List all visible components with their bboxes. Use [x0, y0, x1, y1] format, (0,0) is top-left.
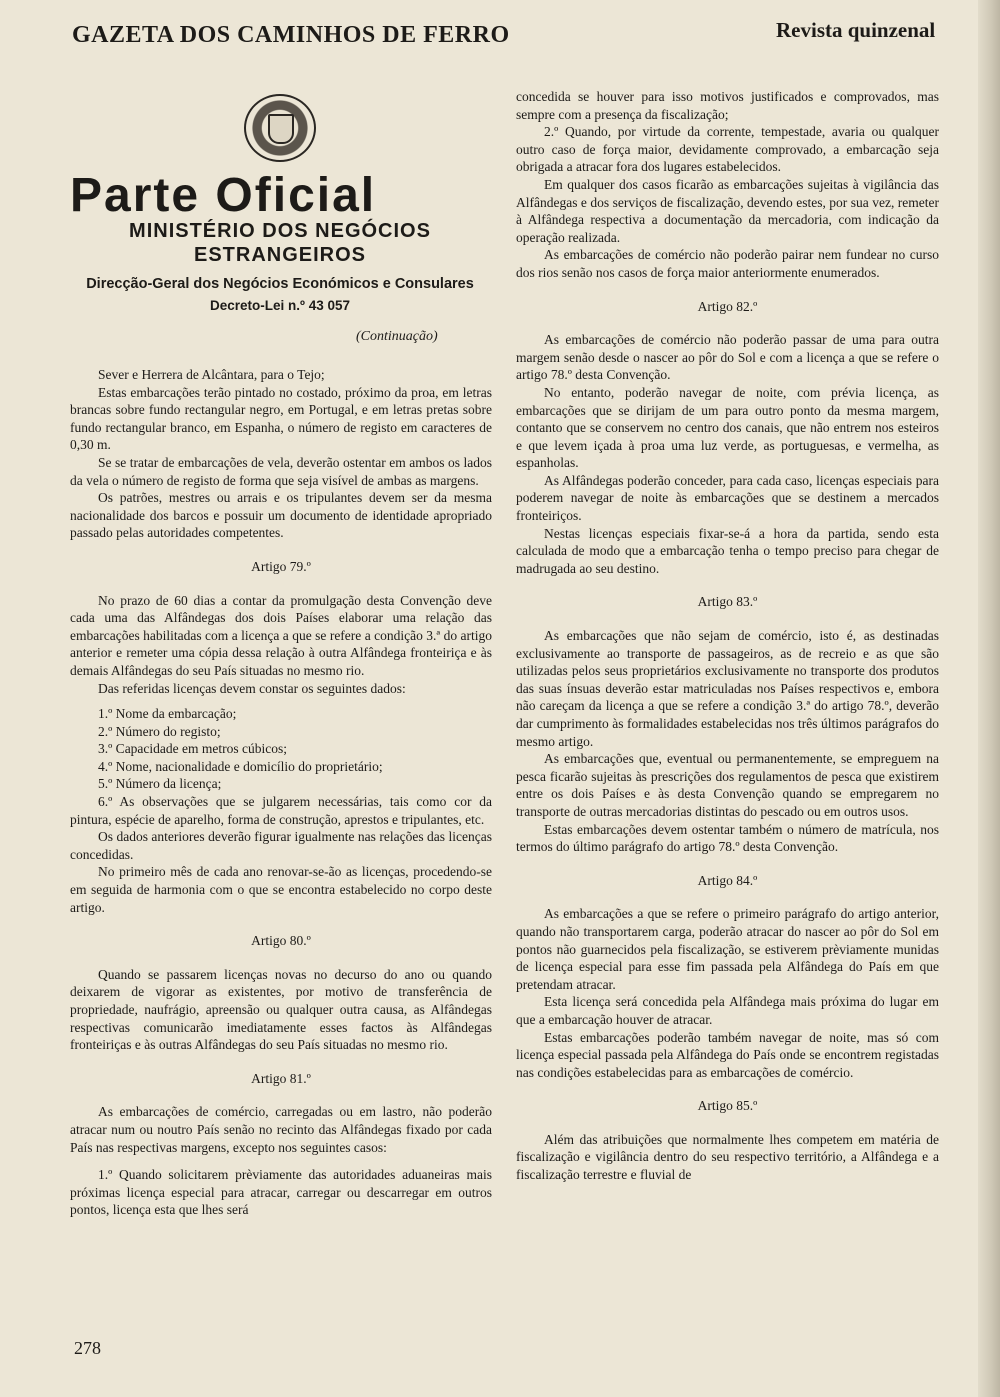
- list-item: 2.º Número do registo;: [98, 723, 221, 739]
- paragraph: As embarcações que, eventual ou permanentemente, se empreguem na pesca ficarão sujeitas às prescrições dos regulamentos de pesca que existirem entre os dois Países e às desta Convenção quando se empregarem no transporte de outras mercadorias distintas do pescado ou em outros usos.: [516, 751, 939, 819]
- publication-title: GAZETA DOS CAMINHOS DE FERRO: [72, 22, 510, 48]
- ministry-heading: [70, 219, 490, 267]
- directorate-heading: Direcção-Geral dos Negócios Económicos e Consulares: [86, 276, 474, 292]
- page-edge: [978, 0, 1000, 1397]
- article-heading: Artigo 85.º: [697, 1098, 758, 1114]
- right-column: [516, 88, 939, 1184]
- paragraph: Os patrões, mestres ou arrais e os tripulantes devem ser da mesma nacionalidade dos barcos e possuir um documento de identidade apropriado passado pelas autoridades competentes.: [70, 490, 492, 541]
- ministry-line-1: MINISTÉRIO DOS NEGÓCIOS: [129, 220, 431, 242]
- list-item: 3.º Capacidade em metros cúbicos;: [98, 741, 287, 757]
- paragraph: Em qualquer dos casos ficarão as embarcações sujeitas à vigilância das Alfândegas e dos serviços de fiscalização, devendo estes, por sua vez, remeter à Alfândega respectiva a documentação da mercadoria, com indicação da operação realizada.: [516, 176, 939, 245]
- list-item: 4.º Nome, nacionalidade e domicílio do proprietário;: [98, 758, 383, 774]
- decree-number: Decreto-Lei n.º 43 057: [210, 298, 350, 313]
- section-heading: Parte Oficial: [70, 169, 377, 222]
- article-heading: Artigo 80.º: [251, 933, 311, 949]
- list-item: 6.º As observações que se julgarem necessárias, tais como cor da pintura, espécie de aparelho, forma de construção, aprestos e tripulantes, etc.: [70, 794, 492, 827]
- article-heading: Artigo 81.º: [251, 1070, 311, 1086]
- left-column: [70, 366, 492, 1219]
- paragraph: No primeiro mês de cada ano renovar-se-ão as licenças, procedendo-se em seguida de harmonia com o que se encontra estabelecido no corpo deste artigo.: [70, 864, 492, 915]
- paragraph: Estas embarcações terão pintado no costado, próximo da proa, em letras brancas sobre fundo rectangular negro, em Portugal, e em letras pretas sobre fundo rectangular branco, em Espanha, o número de registo em caracteres de 0,30 m.: [70, 384, 492, 453]
- paragraph: concedida se houver para isso motivos justificados e comprovados, mas sempre com a presença da fiscalização;: [516, 89, 939, 122]
- paragraph: Das referidas licenças devem constar os seguintes dados:: [98, 680, 406, 696]
- paragraph: As embarcações a que se refere o primeiro parágrafo do artigo anterior, quando não transportarem carga, poderão atracar do nascer ao pôr do Sol em pontos não guarnecidos pela fiscalização, se estiverem prèviamente munidas de licença especial para esse fim passada pela Alfândega do País em que pretendam atracar.: [516, 906, 939, 992]
- article-heading: Artigo 79.º: [251, 558, 311, 574]
- paragraph: Além das atribuições que normalmente lhes competem em matéria de fiscalização e vigilância dentro do seu respectivo território, a Alfândega e a fiscalização terrestre e fluvial de: [516, 1131, 939, 1183]
- paragraph: As embarcações de comércio, carregadas ou em lastro, não poderão atracar num ou noutro País senão no recinto das Alfândegas fixado por cada País nas respectivas margens, excepto nos seguintes casos:: [70, 1104, 492, 1155]
- paragraph: As embarcações de comércio não poderão pairar nem fundear no curso dos rios senão nos casos de força maior anteriormente enumerados.: [516, 247, 939, 280]
- paragraph: Se se tratar de embarcações de vela, deverão ostentar em ambos os lados da vela o número de registo de forma que seja visível de ambas as margens.: [70, 454, 492, 488]
- paragraph: Estas embarcações poderão também navegar de noite, mas só com licença especial passada pela Alfândega do País onde se encontrem registadas nas condições estabelecidas para as embarcações de comércio.: [516, 1029, 939, 1080]
- paragraph: Esta licença será concedida pela Alfândega mais próxima do lugar em que a embarcação houver de atracar.: [516, 994, 939, 1027]
- page-number: 278: [74, 1338, 101, 1358]
- paragraph: Sever e Herrera de Alcântara, para o Tejo;: [98, 367, 325, 382]
- paragraph: As Alfândegas poderão conceder, para cada caso, licenças especiais para poderem navegar de noite às embarcações que se destinem a mercados fronteiriços.: [516, 472, 939, 524]
- ministry-line-2: ESTRANGEIROS: [193, 244, 367, 266]
- list-item: 1.º Nome da embarcação;: [98, 706, 237, 722]
- paragraph: As embarcações que não sejam de comércio, isto é, as destinadas exclusivamente ao transporte de passageiros, as de recreio e as que são utilizadas pelos seus proprietários exclusivamente no transporte dos produtos das suas ínsuas deverão estar matriculadas nos Países respectivos e, embora não careçam da licença a que se refere a condição 3.ª do artigo 78.º, deverão dar cumprimento às formalidades estabelecidas nos três últimos parágrafos do mesmo artigo.: [516, 628, 939, 749]
- paragraph: Nestas licenças especiais fixar-se-á a hora da partida, sendo esta calculada de modo que a embarcação tenha o tempo preciso para chegar de madrugada ao seu destino.: [516, 525, 939, 576]
- paragraph: As embarcações de comércio não poderão passar de uma para outra margem senão desde o nascer ao pôr do Sol e com a licença a que se refere o artigo 78.º desta Convenção.: [516, 332, 939, 383]
- list-item: 5.º Número da licença;: [98, 776, 222, 792]
- paragraph: 1.º Quando solicitarem prèviamente das autoridades aduaneiras mais próximas licença especial para atracar, carregar ou descarregar em outros pontos, licença esta que lhes será: [70, 1167, 492, 1218]
- publication-subtitle: Revista quinzenal: [776, 18, 936, 42]
- paragraph: No prazo de 60 dias a contar da promulgação desta Convenção deve cada uma das Alfândegas dos dois Países elaborar uma relação das embarcações habilitadas com a licença a que se refere a condição 3.ª do artigo anterior e remeter uma cópia dessa relação à outra Alfândega fronteiriça e às demais Alfândegas do seu País situadas no mesmo rio.: [70, 592, 492, 678]
- paragraph: 2.º Quando, por virtude da corrente, tempestade, avaria ou qualquer outro caso de força maior, devidamente comprovado, a embarcação seja obrigada a atracar fora dos lugares estabelecidos.: [516, 124, 939, 175]
- paragraph: Quando se passarem licenças novas no decurso do ano ou quando deixarem de vigorar as existentes, por motivo de transferência de propriedade, naufrágio, apreensão ou qualquer outra causa, as Alfândegas respectivas comunicarão imediatamente esses factos às Alfândegas fronteiriças e às outras Alfândegas do seu País situadas no mesmo rio.: [70, 966, 492, 1053]
- article-heading: Artigo 84.º: [697, 872, 758, 888]
- coat-of-arms-seal-icon: [244, 94, 316, 162]
- continuation-note: (Continuação): [356, 329, 438, 344]
- article-heading: Artigo 83.º: [697, 594, 758, 610]
- paragraph: Estas embarcações devem ostentar também o número de matrícula, nos termos do último parágrafo do artigo 78.º desta Convenção.: [516, 821, 939, 855]
- paragraph: Os dados anteriores deverão figurar igualmente nas relações das licenças concedidas.: [70, 829, 492, 862]
- paragraph: No entanto, poderão navegar de noite, com prévia licença, as embarcações que se dirijam de um para outro ponto da mesma margem, contanto que se conservem no centro dos canais, que não entrem nos esteiros e que levem içada à proa uma luz verde, as portuguesas, e vermelha, as espanholas.: [516, 384, 939, 471]
- article-heading: Artigo 82.º: [697, 298, 758, 314]
